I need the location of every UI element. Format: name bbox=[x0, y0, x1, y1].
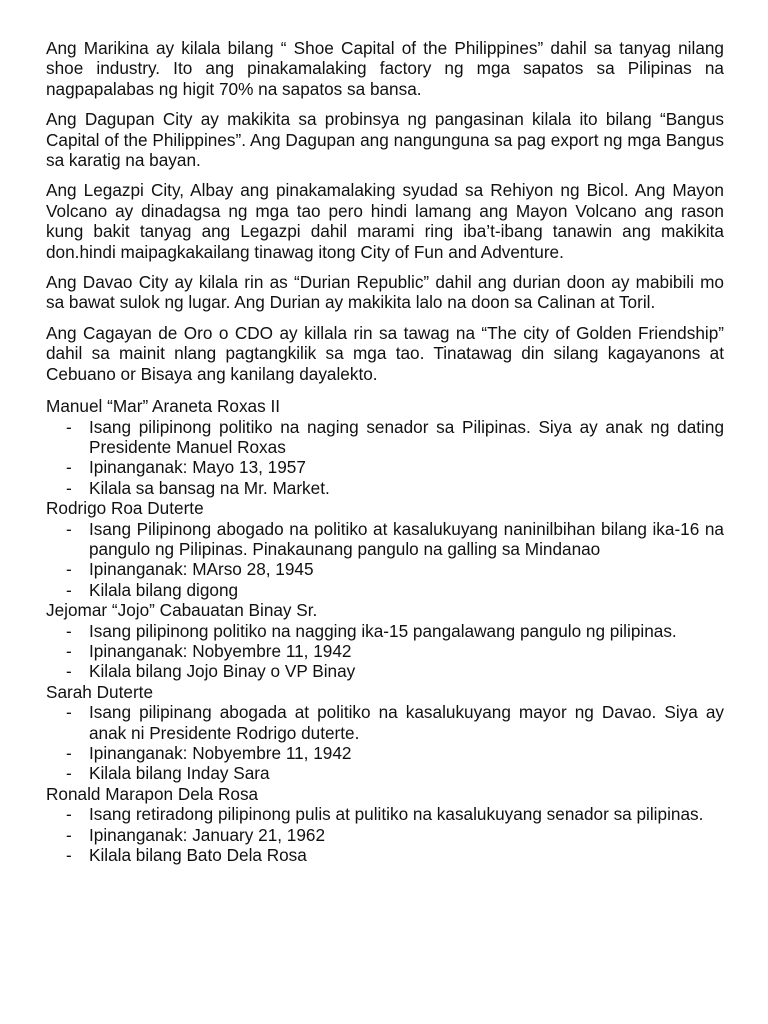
fact-text: Kilala sa bansag na Mr. Market. bbox=[89, 477, 330, 498]
fact-text: Isang pilipinong politiko na nagging ika-15 pangalawang pangulo ng pilipinas. bbox=[89, 620, 677, 641]
paragraph-marikina: Ang Marikina ay kilala bilang “ Shoe Capital of the Philippines” dahil sa tanyag nilang shoe industry. Ito ang pinakamalaking factory ng mga sapatos sa Pilipinas na nagpapalabas ng higit 70% na sapatos sa bansa. bbox=[46, 38, 724, 99]
person-dela-rosa bbox=[46, 784, 724, 866]
fact-list bbox=[46, 621, 724, 682]
bullet-dash: - bbox=[66, 416, 72, 437]
fact-text: Kilala bilang Bato Dela Rosa bbox=[89, 845, 307, 866]
fact-text: Isang pilipinong politiko na naging senador sa Pilipinas. Siya ay anak ng dating Presidente Manuel Roxas bbox=[89, 416, 724, 457]
fact-item bbox=[46, 763, 724, 783]
fact-list bbox=[46, 702, 724, 784]
bullet-dash: - bbox=[66, 640, 72, 661]
bullet-dash: - bbox=[66, 661, 72, 682]
bullet-dash: - bbox=[66, 743, 72, 763]
person-name: Ronald Marapon Dela Rosa bbox=[46, 783, 259, 804]
fact-text: Ipinanganak: January 21, 1962 bbox=[89, 824, 326, 845]
fact-item bbox=[46, 457, 724, 477]
person-name: Rodrigo Roa Duterte bbox=[46, 498, 204, 519]
fact-item bbox=[46, 417, 724, 458]
fact-item bbox=[46, 478, 724, 498]
fact-item bbox=[46, 621, 724, 641]
fact-text: Ipinanganak: Nobyembre 11, 1942 bbox=[89, 743, 352, 763]
fact-item bbox=[46, 661, 724, 681]
paragraph-legazpi: Ang Legazpi City, Albay ang pinakamalaking syudad sa Rehiyon ng Bicol. Ang Mayon Volcano ay dinadagsa ng mga tao pero hindi lamang ang Mayon Volcano ang rason kung bakit tanyag ang Legazpi dahil marami ring iba’t-ibang tanawin ang makikita don.hindi maipagkakailang tinawag itong City of Fun and Adventure. bbox=[46, 180, 724, 262]
bullet-dash: - bbox=[66, 702, 72, 723]
intro-section bbox=[46, 38, 724, 384]
fact-item bbox=[46, 519, 724, 560]
fact-list bbox=[46, 519, 724, 601]
paragraph-cagayan: Ang Cagayan de Oro o CDO ay killala rin sa tawag na “The city of Golden Friendship” dahil sa mainit nlang pagtangkilik sa mga tao. Tinatawag din silang kagayanons at Cebuano or Bisaya ang kanilang dayalekto. bbox=[46, 322, 724, 384]
person-name: Jejomar “Jojo” Cabauatan Binay Sr. bbox=[46, 600, 318, 621]
fact-text: Ipinanganak: Mayo 13, 1957 bbox=[89, 457, 306, 478]
bullet-dash: - bbox=[66, 763, 72, 784]
person-name: Sarah Duterte bbox=[46, 681, 154, 702]
bullet-dash: - bbox=[66, 804, 72, 825]
fact-list bbox=[46, 804, 724, 865]
document-page bbox=[46, 38, 724, 865]
fact-item bbox=[46, 804, 724, 824]
person-duterte bbox=[46, 498, 724, 600]
bullet-dash: - bbox=[66, 579, 72, 600]
person-name: Manuel “Mar” Araneta Roxas II bbox=[46, 396, 281, 417]
person-roxas bbox=[46, 396, 724, 498]
paragraph-dagupan: Ang Dagupan City ay makikita sa probinsya ng pangasinan kilala ito bilang “Bangus Capital of the Philippines”. Ang Dagupan ang nangunguna sa pag export ng mga Bangus sa karatig na bayan. bbox=[46, 109, 724, 171]
person-sarah-duterte bbox=[46, 682, 724, 784]
bullet-dash: - bbox=[66, 845, 72, 866]
fact-item bbox=[46, 559, 724, 579]
bullet-dash: - bbox=[66, 620, 72, 641]
paragraph-davao: Ang Davao City ay kilala rin as “Durian Republic” dahil ang durian doon ay mabibili mo sa bawat sulok ng lugar. Ang Durian ay makikita lalo na doon sa Calinan at Toril. bbox=[46, 272, 724, 313]
fact-item bbox=[46, 580, 724, 600]
bullet-dash: - bbox=[66, 824, 72, 845]
bullet-dash: - bbox=[66, 477, 72, 498]
fact-text: Ipinanganak: Nobyembre 11, 1942 bbox=[89, 640, 352, 661]
fact-text: Kilala bilang Jojo Binay o VP Binay bbox=[89, 661, 356, 682]
fact-item bbox=[46, 825, 724, 845]
fact-item bbox=[46, 641, 724, 661]
bullet-dash: - bbox=[66, 457, 72, 478]
fact-text: Kilala bilang digong bbox=[89, 579, 239, 600]
fact-item bbox=[46, 702, 724, 743]
people-section bbox=[46, 396, 724, 865]
fact-text: Ipinanganak: MArso 28, 1945 bbox=[89, 559, 314, 580]
fact-text: Kilala bilang Inday Sara bbox=[89, 763, 270, 784]
fact-text: Isang Pilipinong abogado na politiko at kasalukuyang naninilbihan bilang ika-16 na pangulo ng Pilipinas. Pinakaunang pangulo na galling sa Mindanao bbox=[89, 518, 724, 559]
fact-text: Isang retiradong pilipinong pulis at pulitiko na kasalukuyang senador sa pilipinas. bbox=[89, 804, 704, 825]
fact-item bbox=[46, 845, 724, 865]
bullet-dash: - bbox=[66, 518, 72, 539]
fact-text: Isang pilipinang abogada at politiko na kasalukuyang mayor ng Davao. Siya ay anak ni Presidente Rodrigo duterte. bbox=[89, 702, 724, 743]
bullet-dash: - bbox=[66, 559, 72, 580]
fact-list bbox=[46, 417, 724, 499]
fact-item bbox=[46, 743, 724, 763]
person-binay bbox=[46, 600, 724, 682]
